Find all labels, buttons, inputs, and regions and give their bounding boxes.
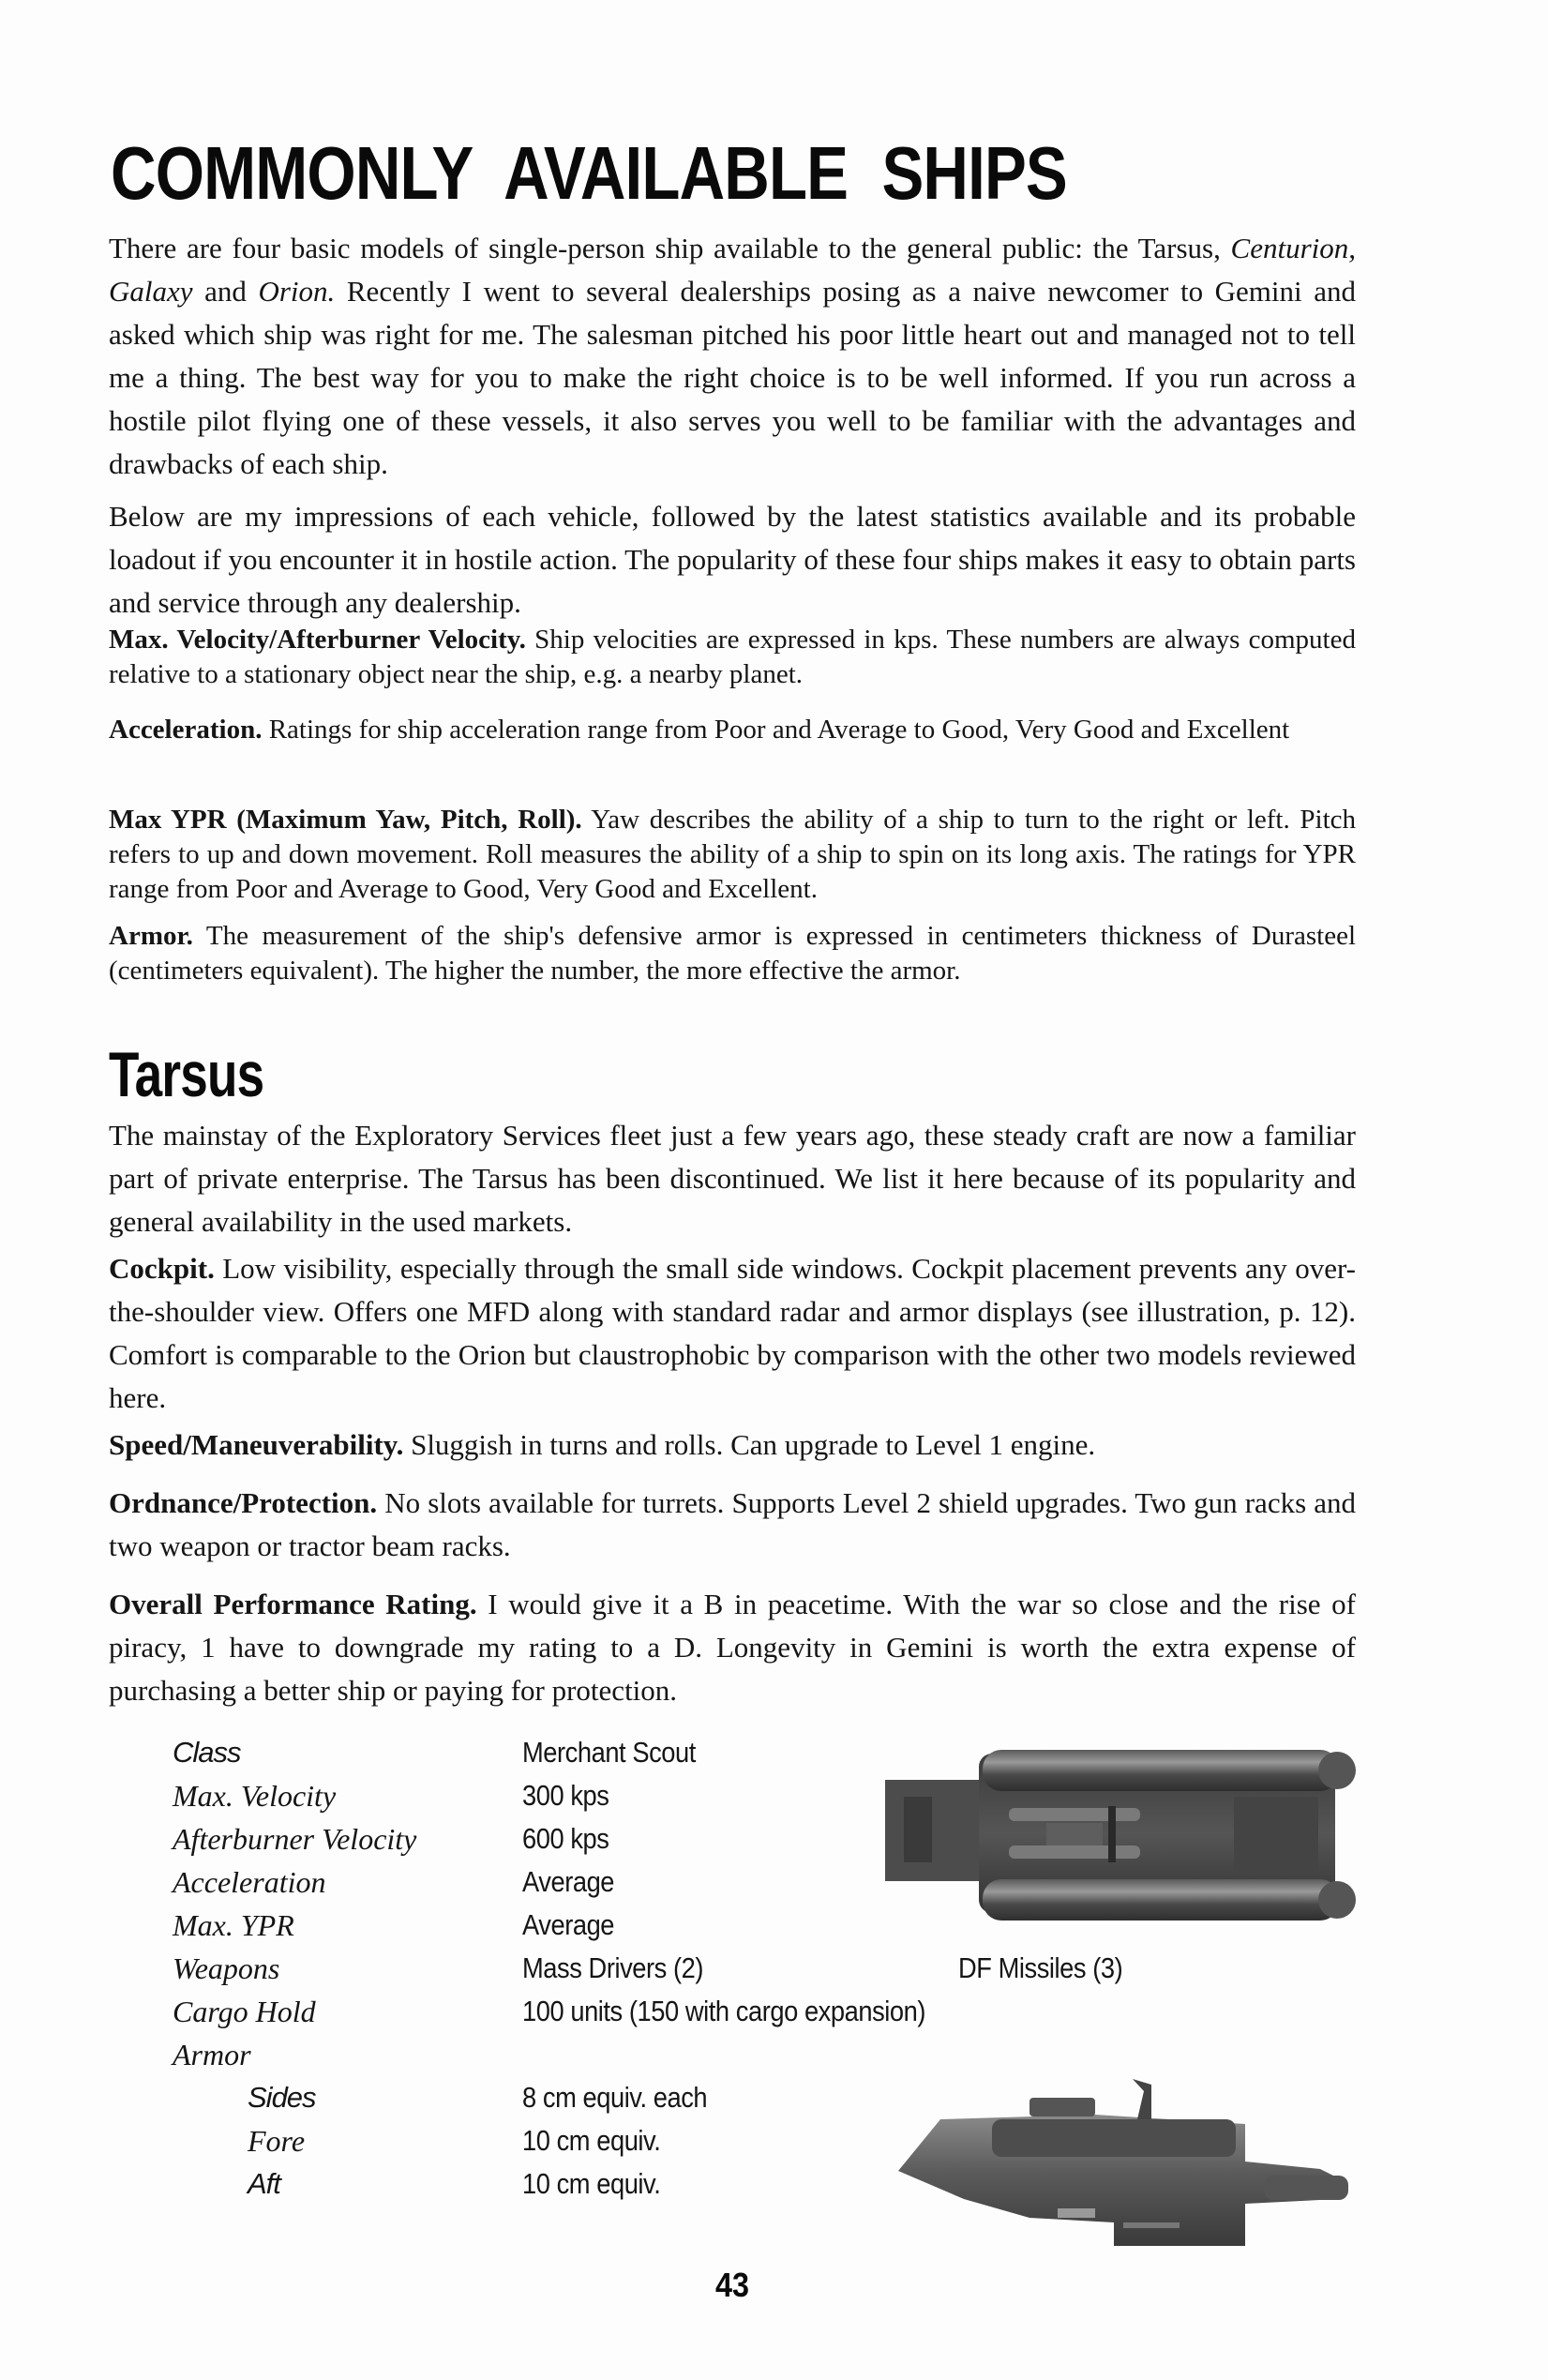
stat-value: Merchant Scout <box>522 1736 696 1769</box>
definition-text: Ship velocities are expressed in kps. These numbers are always computed relative to a stationary object near the ship, e.g. a nearby planet. <box>109 625 1356 689</box>
intro-text: There are four basic models of single-person ship available to the general public: the Tarsus, <box>109 232 1231 264</box>
ship-cockpit <box>904 1797 932 1862</box>
intro-and: and <box>192 275 259 308</box>
ship-name-galaxy: Galaxy <box>109 275 193 308</box>
section-text: I would give it a B in peacetime. With the war so close and the rise of piracy, 1 have to downgrade my rating to a D. Longevity in Gemini is worth the extra expense of purchasing a better ship or paying for protection. <box>109 1588 1356 1707</box>
stat-label: Aft <box>248 2167 280 2200</box>
definition-text: Ratings for ship acceleration range from Poor and Average to Good, Very Good and Excellent <box>262 715 1290 745</box>
ship-antenna <box>1133 2079 1151 2119</box>
stat-value: 8 cm equiv. each <box>522 2081 708 2114</box>
ship-core <box>1046 1823 1103 1845</box>
tarsus-speed <box>109 1423 1356 1467</box>
ship-lower-pod <box>983 1879 1339 1921</box>
section-term: Cockpit. <box>109 1252 215 1285</box>
stat-label: Class <box>173 1736 241 1769</box>
stat-value: 300 kps <box>522 1779 609 1812</box>
stat-label: Sides <box>248 2081 316 2114</box>
definition-term: Acceleration. <box>109 715 263 745</box>
definition-armor <box>109 919 1356 988</box>
stat-value-secondary: DF Missiles (3) <box>958 1951 1123 1984</box>
intro-paragraph-1 <box>109 227 1356 486</box>
tarsus-cockpit <box>109 1247 1356 1420</box>
page-heading: COMMONLY AVAILABLE SHIPS <box>111 131 1067 215</box>
definition-text: Yaw describes the ability of a ship to turn to the right or left. Pitch refers to up and down movement. Roll measures the ability of a ship to spin on its long axis. The ratings for YPR range from Poor and Average to Good, Very Good and Excellent. <box>109 805 1356 904</box>
stat-value: 100 units (150 with cargo expansion) <box>522 1995 926 2027</box>
stat-value: 10 cm equiv. <box>522 2124 661 2157</box>
stat-label: Fore <box>248 2124 306 2158</box>
ship-name-orion: Orion. <box>258 275 336 308</box>
ship-upper-pod <box>983 1750 1339 1791</box>
ship-rail <box>1009 1845 1140 1859</box>
section-text: Low visibility, especially through the small side windows. Cockpit placement prevents any over-the-shoulder view. Offers one MFD along with standard radar and armor displays (see illustration, p. 12). Comfort is comparable to the Orion but claustrophobic by comparison with the other two models reviewed here. <box>109 1252 1356 1414</box>
stat-label: Cargo Hold <box>173 1995 316 2028</box>
tarsus-top-view-image <box>878 1740 1365 1928</box>
definition-term: Max. Velocity/Afterburner Velocity. <box>109 625 526 655</box>
definition-term: Armor. <box>109 921 193 951</box>
stat-label: Max. YPR <box>173 1908 294 1942</box>
ship-aft-section <box>1234 1797 1318 1872</box>
ship-name-centurion: Centurion, <box>1230 232 1356 264</box>
definition-velocity <box>109 623 1356 692</box>
ship-vent <box>1058 2208 1095 2218</box>
definition-ypr <box>109 803 1356 907</box>
stat-value: 10 cm equiv. <box>522 2167 661 2200</box>
stat-label: Weapons <box>173 1951 280 1985</box>
section-term: Overall Performance Rating. <box>109 1588 477 1620</box>
stat-value: Average <box>522 1865 615 1898</box>
stat-label: Afterburner Velocity <box>173 1822 417 1856</box>
ship-thruster <box>1264 2176 1348 2200</box>
intro-text-cont: Recently I went to several dealerships posing as a naive newcomer to Gemini and asked which ship was right for me. The salesman pitched his poor little heart out and managed not to tell me a thing. The best way for you to make the right choice is to be well informed. If you run across a hostile pilot flying one of these vessels, it also serves you well to be familiar with the advantages and drawbacks of each ship. <box>109 275 1356 480</box>
definition-text: The measurement of the ship's defensive armor is expressed in centimeters thickness of Durasteel (centimeters equivalent). The higher the number, the more effective the armor. <box>109 921 1356 986</box>
stat-value: 600 kps <box>522 1822 609 1855</box>
stat-value: Mass Drivers (2) <box>522 1951 704 1984</box>
stat-label: Armor <box>173 2038 251 2071</box>
ship-engine-upper <box>1318 1752 1356 1789</box>
ship-canopy <box>1029 2098 1095 2116</box>
page-number: 43 <box>715 2266 750 2304</box>
ship-rail <box>1009 1808 1140 1821</box>
ship-strut <box>1108 1806 1116 1862</box>
definition-term: Max YPR (Maximum Yaw, Pitch, Roll). <box>109 805 582 835</box>
definition-acceleration <box>109 713 1356 747</box>
ship-vent <box>1123 2222 1180 2228</box>
section-title-tarsus: Tarsus <box>109 1039 264 1110</box>
section-term: Speed/Maneuverability. <box>109 1428 404 1461</box>
ship-engine-lower <box>1318 1881 1356 1919</box>
section-text: No slots available for turrets. Supports Level 2 shield upgrades. Two gun racks and two weapon or tractor beam racks. <box>109 1486 1356 1562</box>
section-term: Ordnance/Protection. <box>109 1486 378 1519</box>
ship-upper-tube <box>992 2119 1236 2157</box>
stat-value: Average <box>522 1908 615 1941</box>
section-text: Sluggish in turns and rolls. Can upgrade to Level 1 engine. <box>403 1428 1096 1461</box>
intro-paragraph-2: Below are my impressions of each vehicle, followed by the latest statistics available and its probable loadout if you encounter it in hostile action. The popularity of these four ships makes it easy to obtain parts and service through any dealership. <box>109 500 1356 619</box>
tarsus-ordnance <box>109 1482 1356 1568</box>
stat-label: Max. Velocity <box>173 1779 337 1813</box>
stat-label: Acceleration <box>173 1865 326 1899</box>
tarsus-side-view-image <box>870 2068 1367 2246</box>
tarsus-rating <box>109 1583 1356 1712</box>
tarsus-intro: The mainstay of the Exploratory Services fleet just a few years ago, these steady craft are now a familiar part of private enterprise. The Tarsus has been discontinued. We list it here because of its popularity and general availability in the used markets. <box>109 1119 1356 1238</box>
